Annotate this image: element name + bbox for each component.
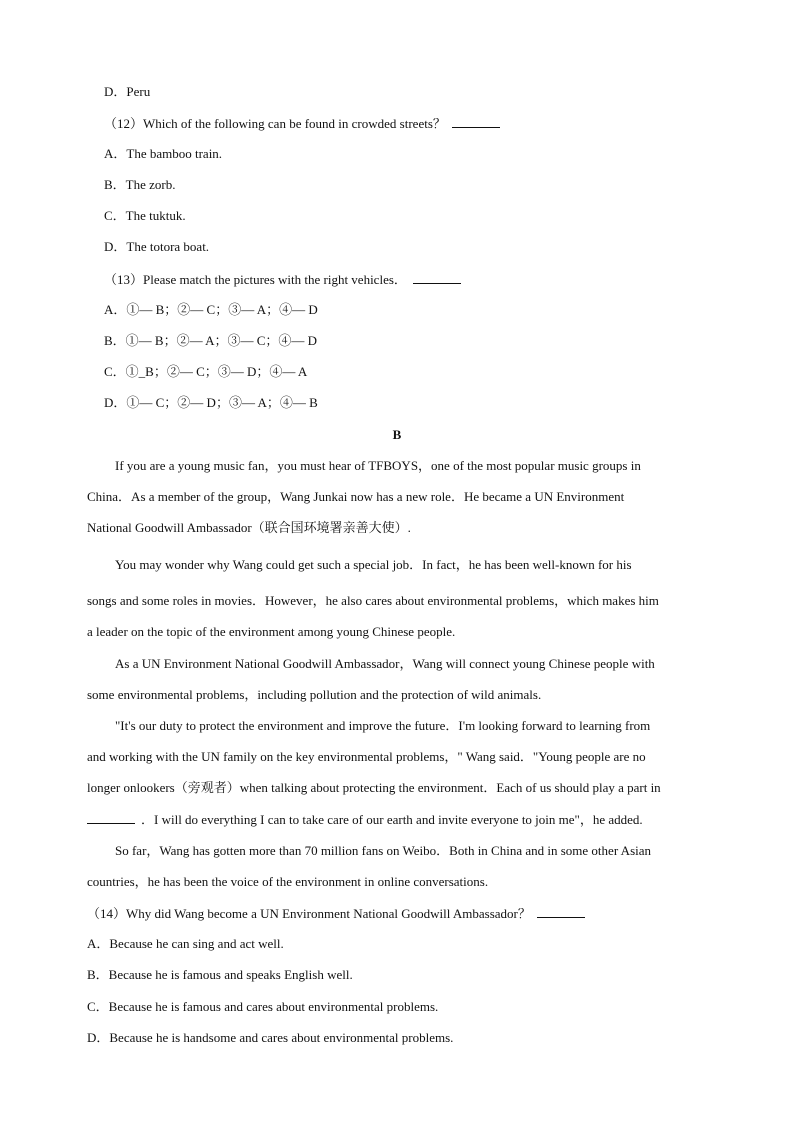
q14-option-a: A．Because he can sing and act well. bbox=[87, 936, 284, 951]
passage-line: China．As a member of the group，Wang Junkai now has a new role．He became a UN Environment bbox=[87, 489, 625, 504]
q12-option-b: B．The zorb. bbox=[104, 177, 176, 192]
q13-option-b: B．①— B；②— A；③— C；④— D bbox=[104, 333, 318, 348]
q13-stem-text: （13）Please match the pictures with the right vehicles． bbox=[104, 272, 407, 287]
passage-line bbox=[87, 811, 643, 828]
passage-line: You may wonder why Wang could get such a special job．In fact，he has been well-known for his bbox=[115, 557, 632, 572]
passage-line: As a UN Environment National Goodwill Ambassador，Wang will connect young Chinese people with bbox=[115, 656, 655, 671]
passage-line: "It's our duty to protect the environment and improve the future．I'm looking forward to learning from bbox=[115, 718, 651, 733]
q13-stem bbox=[104, 271, 461, 288]
section-title: B bbox=[392, 427, 402, 442]
q12-option-d: D．The totora boat. bbox=[104, 239, 210, 254]
passage-line: If you are a young music fan，you must hear of TFBOYS，one of the most popular music groups in bbox=[115, 458, 641, 473]
answer-blank[interactable] bbox=[452, 115, 500, 128]
q12-stem-text: （12）Which of the following can be found in crowded streets？ bbox=[104, 116, 446, 131]
passage-line: countries，he has been the voice of the environment in online conversations. bbox=[87, 874, 489, 889]
answer-blank[interactable] bbox=[413, 271, 461, 284]
passage-line: songs and some roles in movies．However，he also cares about environmental problems，which makes him bbox=[87, 593, 659, 608]
passage-line: some environmental problems，including pollution and the protection of wild animals. bbox=[87, 687, 542, 702]
q14-option-c: C．Because he is famous and cares about environmental problems. bbox=[87, 999, 439, 1014]
q12-option-c: C．The tuktuk. bbox=[104, 208, 186, 223]
q12-stem bbox=[104, 115, 500, 132]
passage-line: and working with the UN family on the key environmental problems，" Wang said．"Young people are no bbox=[87, 749, 646, 764]
q13-option-a: A．①— B；②— C；③— A；④— D bbox=[104, 302, 318, 317]
q11-option-d: D．Peru bbox=[104, 84, 151, 99]
q14-stem bbox=[87, 905, 585, 922]
passage-line: National Goodwill Ambassador（联合国环境署亲善大使）. bbox=[87, 520, 411, 535]
q14-stem-text: （14）Why did Wang become a UN Environment National Goodwill Ambassador？ bbox=[87, 906, 531, 921]
q12-option-a: A．The bamboo train. bbox=[104, 146, 223, 161]
answer-blank[interactable] bbox=[87, 811, 135, 824]
q13-option-c: C．①_B；②— C；③— D；④— A bbox=[104, 364, 308, 379]
q14-option-b: B．Because he is famous and speaks English well. bbox=[87, 967, 353, 982]
answer-blank[interactable] bbox=[537, 905, 585, 918]
passage-line: longer onlookers（旁观者）when talking about protecting the environment．Each of us should play a part in bbox=[87, 780, 661, 795]
q14-option-d: D．Because he is handsome and cares about environmental problems. bbox=[87, 1030, 454, 1045]
passage-line: a leader on the topic of the environment among young Chinese people. bbox=[87, 624, 456, 639]
passage-line-text: ．I will do everything I can to take care of our earth and invite everyone to join me"，he added. bbox=[141, 812, 643, 827]
q13-option-d: D．①— C；②— D；③— A；④— B bbox=[104, 395, 318, 410]
passage-line: So far，Wang has gotten more than 70 million fans on Weibo．Both in China and in some other Asian bbox=[115, 843, 652, 858]
